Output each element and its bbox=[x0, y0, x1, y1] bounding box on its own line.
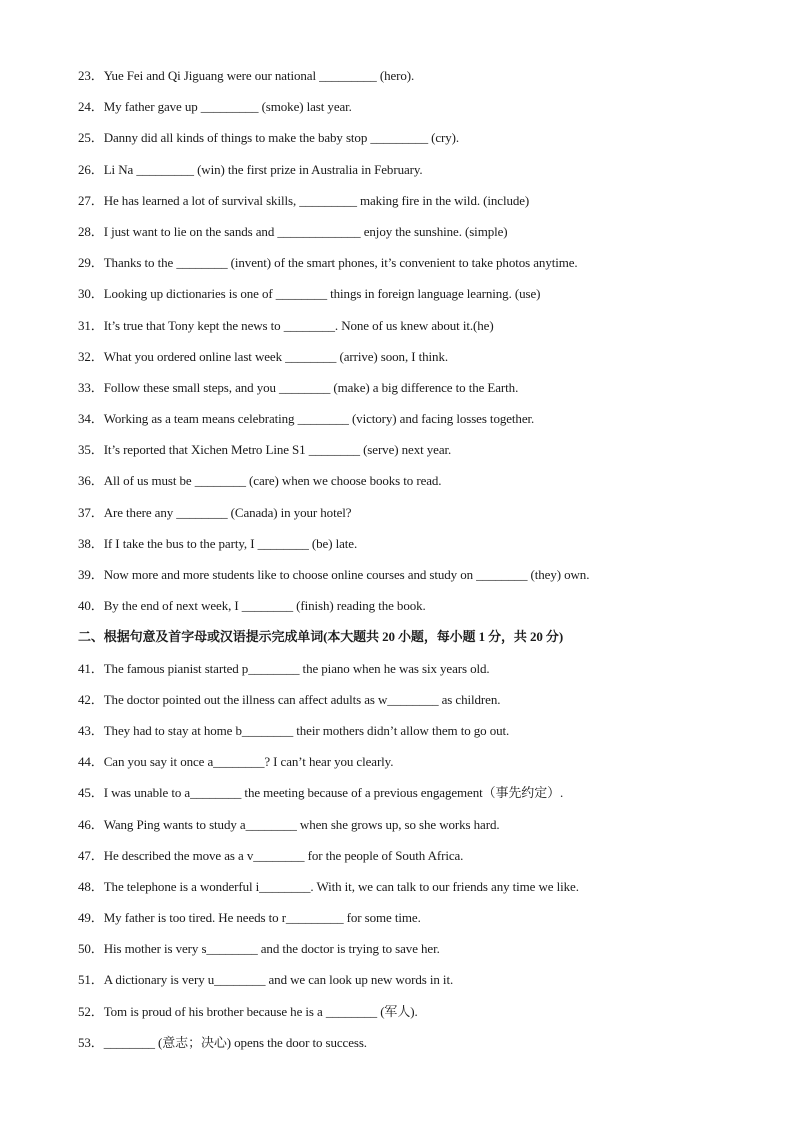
question-item bbox=[78, 503, 758, 534]
question-number: 45． bbox=[78, 785, 104, 801]
question-item bbox=[78, 378, 758, 409]
question-number: 37． bbox=[78, 504, 104, 520]
question-item bbox=[78, 659, 758, 690]
question-text: Looking up dictionaries is one of ________ things in foreign language learning. (use) bbox=[103, 286, 541, 302]
question-item bbox=[78, 939, 758, 970]
question-item bbox=[78, 471, 758, 502]
question-text: Working as a team means celebrating ________ (victory) and facing losses together. bbox=[103, 411, 535, 427]
question-text: Danny did all kinds of things to make the baby stop _________ (cry). bbox=[103, 130, 460, 146]
question-text: Tom is proud of his brother because he is a ________ (军人). bbox=[103, 1003, 418, 1019]
question-item bbox=[78, 877, 758, 908]
question-text: Can you say it once a________? I can’t hear you clearly. bbox=[103, 754, 394, 770]
question-item bbox=[78, 222, 758, 253]
question-item bbox=[78, 1002, 758, 1033]
question-text: Wang Ping wants to study a________ when she grows up, so she works hard. bbox=[103, 816, 500, 832]
question-item bbox=[78, 66, 758, 97]
question-number: 42． bbox=[78, 691, 104, 707]
question-text: Are there any ________ (Canada) in your hotel? bbox=[103, 504, 352, 520]
question-item bbox=[78, 752, 758, 783]
question-item bbox=[78, 690, 758, 721]
question-item bbox=[78, 160, 758, 191]
question-number: 25． bbox=[78, 130, 104, 146]
question-text: What you ordered online last week ________ (arrive) soon, I think. bbox=[103, 348, 449, 364]
question-number: 38． bbox=[78, 535, 104, 551]
question-number: 51． bbox=[78, 972, 104, 988]
question-item bbox=[78, 128, 758, 159]
question-text: A dictionary is very u________ and we can look up new words in it. bbox=[103, 972, 454, 988]
question-number: 33． bbox=[78, 379, 104, 395]
question-number: 30． bbox=[78, 286, 104, 302]
question-number: 36． bbox=[78, 473, 104, 489]
question-item bbox=[78, 409, 758, 440]
question-number: 39． bbox=[78, 567, 104, 582]
question-number: 47． bbox=[78, 847, 104, 863]
question-number: 32． bbox=[78, 348, 104, 364]
question-text: Yue Fei and Qi Jiguang were our national _________ (hero). bbox=[103, 68, 415, 83]
question-text: The doctor pointed out the illness can affect adults as w________ as children. bbox=[103, 691, 501, 707]
question-item bbox=[78, 191, 758, 222]
question-text: Thanks to the ________ (invent) of the smart phones, it’s convenient to take photos anytime. bbox=[103, 255, 578, 271]
question-text: If I take the bus to the party, I ________ (be) late. bbox=[103, 535, 358, 551]
question-item bbox=[78, 596, 758, 627]
question-number: 52． bbox=[78, 1003, 104, 1019]
question-text: He described the move as a v________ for the people of South Africa. bbox=[103, 847, 464, 863]
question-text: My father is too tired. He needs to r_________ for some time. bbox=[103, 910, 421, 926]
question-list bbox=[78, 66, 758, 1064]
question-text: Li Na _________ (win) the first prize in Australia in February. bbox=[103, 161, 423, 177]
question-item bbox=[78, 783, 758, 814]
question-number: 44． bbox=[78, 754, 104, 770]
question-text: His mother is very s________ and the doctor is trying to save her. bbox=[103, 941, 440, 957]
question-text: The famous pianist started p________ the piano when he was six years old. bbox=[103, 660, 490, 676]
question-number: 28． bbox=[78, 223, 104, 239]
question-text: Follow these small steps, and you ________ (make) a big difference to the Earth. bbox=[103, 379, 519, 395]
question-item bbox=[78, 908, 758, 939]
question-item bbox=[78, 1033, 758, 1064]
question-text: The telephone is a wonderful i________. With it, we can talk to our friends any time we like. bbox=[103, 878, 579, 894]
question-number: 27． bbox=[78, 192, 104, 208]
question-text: My father gave up _________ (smoke) last year. bbox=[103, 99, 352, 115]
question-number: 46． bbox=[78, 816, 104, 832]
question-text: It’s true that Tony kept the news to ________. None of us knew about it.(he) bbox=[103, 317, 494, 333]
question-group-part1 bbox=[78, 66, 758, 627]
question-number: 53． bbox=[78, 1034, 104, 1050]
question-number: 35． bbox=[78, 442, 104, 458]
question-number: 24． bbox=[78, 99, 104, 115]
question-text: He has learned a lot of survival skills, _________ making fire in the wild. (include) bbox=[103, 192, 530, 208]
question-number: 41． bbox=[78, 660, 104, 676]
question-text: ________ (意志；决心) opens the door to success. bbox=[103, 1034, 367, 1050]
question-number: 29． bbox=[78, 255, 104, 271]
question-number: 43． bbox=[78, 722, 104, 738]
question-text: Now more and more students like to choose online courses and study on ________ (they) own. bbox=[103, 567, 590, 582]
question-text: It’s reported that Xichen Metro Line S1 ________ (serve) next year. bbox=[103, 442, 452, 458]
question-item bbox=[78, 565, 758, 596]
question-number: 34． bbox=[78, 411, 104, 427]
question-item bbox=[78, 970, 758, 1001]
question-item bbox=[78, 815, 758, 846]
question-item bbox=[78, 347, 758, 378]
question-item bbox=[78, 534, 758, 565]
question-number: 40． bbox=[78, 598, 104, 614]
question-item bbox=[78, 253, 758, 284]
section-heading: 二、根据句意及首字母或汉语提示完成单词(本大题共 20 小题，每小题 1 分，共 20 分) bbox=[78, 629, 564, 645]
question-item bbox=[78, 284, 758, 315]
question-item bbox=[78, 721, 758, 752]
question-text: All of us must be ________ (care) when we choose books to read. bbox=[103, 473, 442, 489]
question-number: 49． bbox=[78, 910, 104, 926]
question-text: By the end of next week, I ________ (finish) reading the book. bbox=[103, 598, 426, 614]
question-text: I just want to lie on the sands and _____________ enjoy the sunshine. (simple) bbox=[103, 223, 508, 239]
question-item bbox=[78, 316, 758, 347]
question-number: 48． bbox=[78, 878, 104, 894]
question-number: 50． bbox=[78, 941, 104, 957]
question-item bbox=[78, 97, 758, 128]
question-text: I was unable to a________ the meeting because of a previous engagement（事先约定）. bbox=[103, 785, 564, 801]
question-item bbox=[78, 846, 758, 877]
question-group-part2 bbox=[78, 659, 758, 1064]
question-text: They had to stay at home b________ their mothers didn’t allow them to go out. bbox=[103, 722, 510, 738]
question-number: 26． bbox=[78, 161, 104, 177]
question-item bbox=[78, 440, 758, 471]
question-number: 23． bbox=[78, 68, 104, 83]
question-number: 31． bbox=[78, 317, 104, 333]
